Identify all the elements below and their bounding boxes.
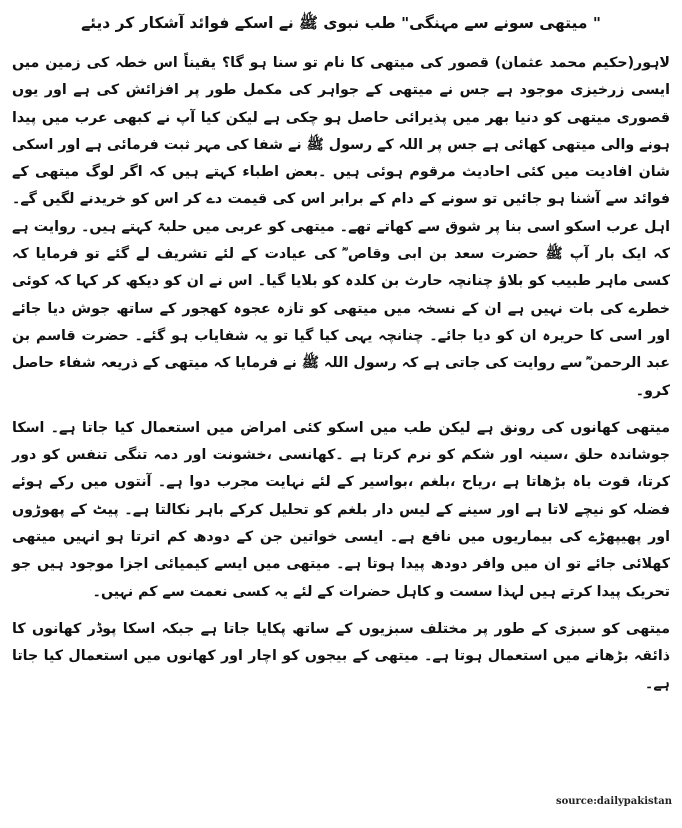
article-title: " میتھی سونے سے مہنگی" طب نبوی ﷺ نے اسکے فوائد آشکار کر دیئے [81,14,601,32]
article-paragraph-1: لاہور(حکیم محمد عثمان) قصور کی میتھی کا نام تو سنا ہو گا؟ یقیناً اس خطہ کی زمین میں ایسی زرخیزی موجود ہے جس نے میتھی کے جواہر کی مکمل طور پر افزائش کی ہے اور یوں قصوری میتھی کو دنیا بھر میں پذیرائی حاصل ہو چکی ہے لیکن کیا آپ نے کبھی عرب میں پیدا ہونے والی میتھی کھائی ہے جس پر اللہ کے رسول ﷺ نے شفا کی مہر ثبت فرمائی ہے اور اسکی شان افادیت میں کئی احادیث مرقوم ہوئی ہیں ۔بعض اطباء کہتے ہیں کہ اگر لوگ میتھی کے فوائد سے آشنا ہو جائیں تو سونے کے دام کے برابر اس کی قیمت دے کر اس کو خریدنے لگیں گے۔ اہل عرب اسکو اسی بنا پر شوق سے کھاتے تھے۔ میتھی کو عربی میں حلبۃ کہتے ہیں۔ روایت ہے کہ ایک بار آپ ﷺ حضرت سعد بن ابی وقاص ؓ کی عیادت کے لئے تشریف لے گئے تو فرمایا کہ کسی ماہر طبیب کو بلاؤ چنانچہ حارث بن کلدہ کو بلایا گیا۔ اس نے ان کو دیکھ کر کہا کہ کوئی خطرے کی بات نہیں ہے ان کے نسخہ میں میتھی کو تازہ عجوہ کھجور کے ساتھ جوش دیا جائے اور اسی کا حریرہ ان کو دیا جائے۔ چنانچہ یہی کیا گیا تو یہ شفایاب ہو گئے۔ حضرت قاسم بن عبد الرحمن ؓ سے روایت کی جاتی ہے کہ رسول اللہ ﷺ نے فرمایا کہ میتھی کے ذریعہ شفاء حاصل کرو۔ [12,55,670,399]
article-paragraph-3: میتھی کو سبزی کے طور پر مختلف سبزیوں کے ساتھ پکایا جاتا ہے جبکہ اسکا پوڈر کھانوں کا ذائقہ بڑھانے میں استعمال ہوتا ہے۔ میتھی کے بیجوں کو اچار اور کھانوں میں استعمال کیا جاتا ہے۔ [12,620,670,692]
article-paragraph-2: میتھی کھانوں کی رونق ہے لیکن طب میں اسکو کئی امراض میں استعمال کیا جاتا ہے۔ اسکا جوشاندہ حلق ،سینہ اور شکم کو نرم کرتا ہے ۔کھانسی ،خشونت اور دمہ تنگی تنفس کو دور کرتا، قوت باہ بڑھاتا ہے ،ریاح ،بلغم ،بواسیر کے لئے نہایت مجرب دوا ہے۔ آنتوں میں رکے ہوئے فضلہ کو نیچے لاتا ہے اور سینے کے لیس دار بلغم کو تحلیل کرکے باہر نکالتا ہے۔ پیٹ کے پھوڑوں اور پھیپھڑے کی بیماریوں میں نافع ہے۔ ایسی خواتین جن کے دودھ کم اترتا ہو انہیں میتھی کھلائی جائے تو ان میں وافر دودھ پیدا ہوتا ہے۔ میتھی میں ایسے کیمیائی اجزا موجود ہیں جو تحریک پیدا کرتے ہیں لہذا سست و کاہل حضرات کے لئے یہ کسی نعمت سے کم نہیں۔ [12,419,670,600]
source-credit: source:dailypakistan [555,796,672,807]
